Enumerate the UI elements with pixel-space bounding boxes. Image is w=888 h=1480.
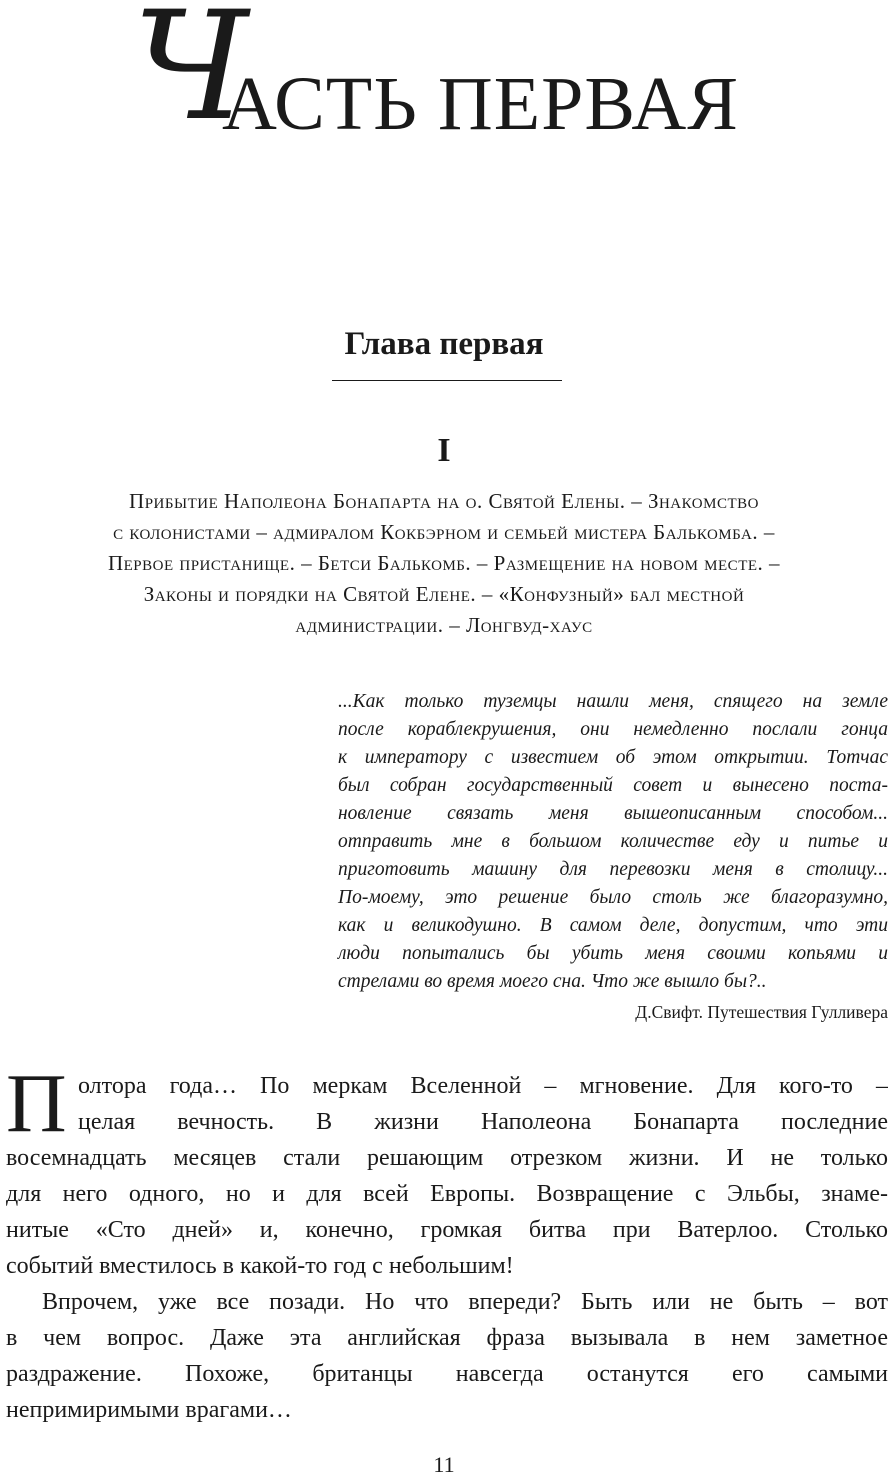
body-line: непримиримыми врагами…: [6, 1397, 292, 1423]
part-title-text: АСТЬ ПЕРВАЯ: [222, 62, 739, 146]
part-title: [0, 0, 888, 170]
section-number: I: [437, 432, 451, 469]
epigraph-line: ...Как только туземцы нашли меня, спящего на земле: [338, 691, 888, 712]
chapter-divider: [332, 380, 562, 381]
epigraph-line: люди попытались бы убить меня своими копьями и: [338, 943, 888, 964]
synopsis-line: администрации. – Лонгвуд-хаус: [295, 613, 593, 637]
epigraph-line: новление связать меня вышеописанным способом...: [338, 803, 888, 824]
synopsis-line: с колонистами – адмиралом Кокбэрном и семьей мистера Балькомба. –: [113, 520, 775, 544]
body-line: восемнадцать месяцев стали решающим отрезком жизни. И не только: [6, 1145, 888, 1171]
synopsis-line: Первое пристанище. – Бетси Балькомб. – Размещение на новом месте. –: [107, 551, 781, 575]
drop-cap: П: [6, 1057, 67, 1150]
epigraph-source: Д.Свифт. Путешествия Гулливера: [635, 1002, 888, 1022]
epigraph-line: отправить мне в большом количестве еду и питье и: [338, 831, 888, 852]
body-line: для него одного, но и для всей Европы. Возвращение с Эльбы, знаме-: [6, 1181, 888, 1207]
epigraph-line: после кораблекрушения, они немедленно послали гонца: [338, 719, 888, 740]
paragraph: [6, 1057, 888, 1284]
epigraph-line: был собран государственный совет и вынесено поста-: [338, 775, 888, 796]
synopsis-line: Законы и порядки на Святой Елене. – «Конфузный» бал местной: [143, 582, 745, 606]
part-title-initial: Ч: [132, 0, 244, 154]
body-line: олтора года… По меркам Вселенной – мгновение. Для кого-то –: [78, 1073, 888, 1099]
chapter-title: Глава первая: [344, 326, 544, 362]
synopsis-line: Прибытие Наполеона Бонапарта на о. Святой Елены. – Знакомство: [129, 489, 759, 513]
body-line: в чем вопрос. Даже эта английская фраза вызывала в нем заметное: [6, 1325, 888, 1351]
epigraph: [338, 688, 888, 996]
epigraph-line: стрелами во время моего сна. Что же вышло бы?..: [338, 971, 767, 992]
epigraph-line: По-моему, это решение было столь же благоразумно,: [338, 887, 888, 908]
epigraph-line: к императору с известием об этом открытии. Тотчас: [338, 747, 888, 768]
body-text: [6, 1057, 888, 1428]
body-line: нитые «Сто дней» и, конечно, громкая битва при Ватерлоо. Столько: [6, 1217, 888, 1243]
paragraph: [6, 1284, 888, 1428]
body-line: Впрочем, уже все позади. Но что впереди? Быть или не быть – вот: [42, 1289, 888, 1315]
epigraph-line: как и великодушно. В самом деле, допустим, что эти: [338, 915, 888, 936]
body-line: целая вечность. В жизни Наполеона Бонапарта последние: [78, 1109, 888, 1135]
epigraph-line: приготовить машину для перевозки меня в столицу...: [338, 859, 888, 880]
page-number: 11: [433, 1452, 455, 1477]
body-line: событий вместилось в какой-то год с небольшим!: [6, 1253, 514, 1279]
chapter-synopsis: [0, 486, 888, 641]
body-line: раздражение. Похоже, британцы навсегда останутся его самыми: [6, 1361, 888, 1387]
